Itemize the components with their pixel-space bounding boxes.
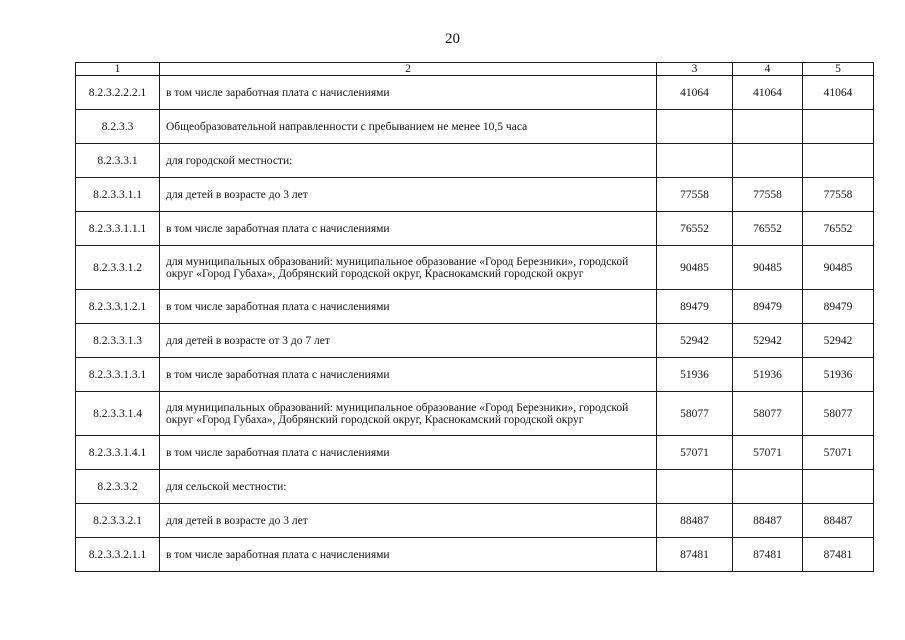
table-header-row [76,63,874,76]
row-value-col4: 90485 [733,246,803,290]
row-code: 8.2.3.3.2.1 [76,504,160,538]
row-value-col4: 51936 [733,358,803,392]
budget-table [75,62,874,572]
row-value-col3: 58077 [657,392,733,436]
table-row [76,178,874,212]
row-code: 8.2.3.2.2.2.1 [76,76,160,110]
row-value-col4: 89479 [733,290,803,324]
row-value-col4 [733,470,803,504]
table-row [76,110,874,144]
row-description: в том числе заработная плата с начислениями [160,358,657,392]
table-row [76,144,874,178]
row-value-col3 [657,470,733,504]
table-row [76,470,874,504]
row-value-col3 [657,144,733,178]
row-value-col5: 89479 [803,290,874,324]
row-description: в том числе заработная плата с начислениями [160,290,657,324]
table-row [76,358,874,392]
row-value-col5: 57071 [803,436,874,470]
row-code: 8.2.3.3.1.2.1 [76,290,160,324]
table-row [76,246,874,290]
column-header-2: 2 [160,63,657,76]
row-value-col4: 88487 [733,504,803,538]
row-value-col4 [733,110,803,144]
row-value-col4: 57071 [733,436,803,470]
row-description: в том числе заработная плата с начислениями [160,76,657,110]
row-value-col4: 41064 [733,76,803,110]
row-value-col4 [733,144,803,178]
row-code: 8.2.3.3.1.2 [76,246,160,290]
row-description: для городской местности: [160,144,657,178]
table-row [76,538,874,572]
row-value-col3: 90485 [657,246,733,290]
row-code: 8.2.3.3.1.3 [76,324,160,358]
row-description: для муниципальных образований: муниципальное образование «Город Березники», городской округ «Город Губаха», Добрянский городской округ, Краснокамский городской округ [160,392,657,436]
row-value-col3: 76552 [657,212,733,246]
row-description: Общеобразовательной направленности с пребыванием не менее 10,5 часа [160,110,657,144]
row-description: для детей в возрасте от 3 до 7 лет [160,324,657,358]
table-row [76,324,874,358]
table-row [76,504,874,538]
column-header-4: 4 [733,63,803,76]
row-value-col3: 89479 [657,290,733,324]
column-header-5: 5 [803,63,874,76]
row-code: 8.2.3.3.1.1 [76,178,160,212]
row-value-col5: 90485 [803,246,874,290]
row-code: 8.2.3.3.2 [76,470,160,504]
row-code: 8.2.3.3.1 [76,144,160,178]
row-value-col5: 76552 [803,212,874,246]
row-code: 8.2.3.3.2.1.1 [76,538,160,572]
row-description: для детей в возрасте до 3 лет [160,504,657,538]
row-value-col5 [803,144,874,178]
row-value-col5 [803,110,874,144]
row-code: 8.2.3.3.1.3.1 [76,358,160,392]
row-value-col3: 87481 [657,538,733,572]
row-value-col3: 77558 [657,178,733,212]
row-value-col4: 52942 [733,324,803,358]
row-code: 8.2.3.3 [76,110,160,144]
column-header-3: 3 [657,63,733,76]
row-value-col4: 76552 [733,212,803,246]
table-row [76,436,874,470]
row-value-col5: 58077 [803,392,874,436]
row-value-col5: 88487 [803,504,874,538]
table-row [76,76,874,110]
row-code: 8.2.3.3.1.4.1 [76,436,160,470]
row-value-col5: 51936 [803,358,874,392]
row-value-col5: 87481 [803,538,874,572]
row-description: для муниципальных образований: муниципальное образование «Город Березники», городской округ «Город Губаха», Добрянский городской округ, Краснокамский городской округ [160,246,657,290]
row-code: 8.2.3.3.1.1.1 [76,212,160,246]
table-row [76,212,874,246]
row-description: для детей в возрасте до 3 лет [160,178,657,212]
row-description: в том числе заработная плата с начислениями [160,538,657,572]
column-header-1: 1 [76,63,160,76]
row-value-col4: 87481 [733,538,803,572]
row-value-col3 [657,110,733,144]
row-value-col4: 77558 [733,178,803,212]
row-value-col4: 58077 [733,392,803,436]
table-row [76,392,874,436]
table-row [76,290,874,324]
row-description: в том числе заработная плата с начислениями [160,436,657,470]
row-value-col3: 88487 [657,504,733,538]
row-value-col3: 51936 [657,358,733,392]
row-value-col3: 52942 [657,324,733,358]
row-value-col5 [803,470,874,504]
row-value-col3: 57071 [657,436,733,470]
row-code: 8.2.3.3.1.4 [76,392,160,436]
row-value-col5: 41064 [803,76,874,110]
row-value-col3: 41064 [657,76,733,110]
row-description: для сельской местности: [160,470,657,504]
row-description: в том числе заработная плата с начислениями [160,212,657,246]
page-number: 20 [445,31,460,47]
row-value-col5: 77558 [803,178,874,212]
row-value-col5: 52942 [803,324,874,358]
